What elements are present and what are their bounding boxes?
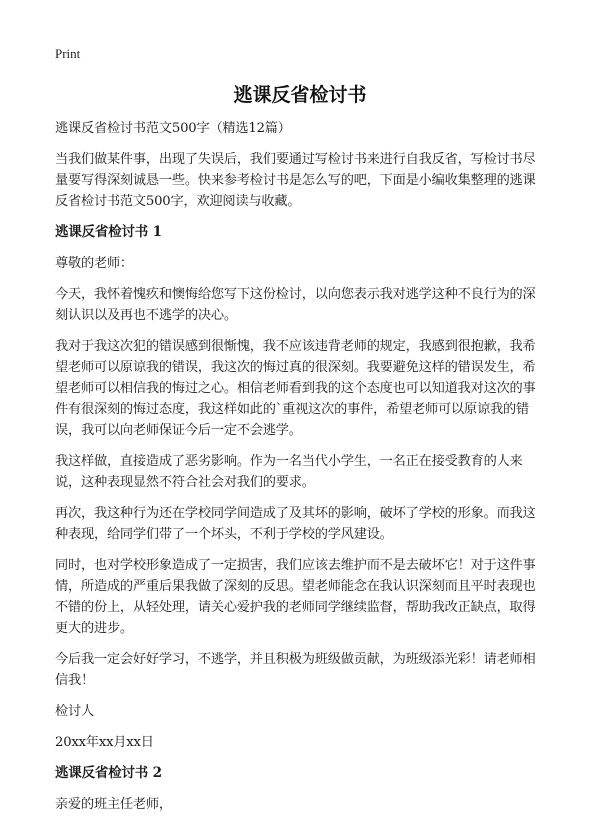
paragraph: 今后我一定会好好学习，不逃学，并且积极为班级做贡献，为班级添光彩！请老师相信我！ [55,652,536,688]
subtitle: 逃课反省检讨书范文500字（精选12篇） [55,121,291,136]
document-body [55,118,545,825]
paragraph: 今天，我怀着愧疚和懊悔给您写下这份检讨，以向您表示我对逃学这种不良行为的深刻认识以及再也不逃学的决心。 [55,287,536,323]
print-link[interactable]: Print [55,46,81,61]
paragraph: 再次，我这种行为还在学校同学间造成了及其坏的影响，破坏了学校的形象。而我这种表现，给同学们带了一个坏头，不利于学校的学风建设。 [55,506,536,542]
salutation-1: 尊敬的老师： [55,256,133,271]
paragraph: 我这样做，直接造成了恶劣影响。作为一名当代小学生，一名正在接受教育的人来说，这种表现显然不符合社会对我们的要求。 [55,454,523,490]
signer-label: 检讨人 [55,704,94,719]
section-heading-2: 逃课反省检讨书 2 [55,765,162,781]
salutation-2: 亲爱的班主任老师， [55,797,172,812]
signature-date: 20xx年xx月xx日 [55,735,154,750]
paragraph: 同时，也对学校形象造成了一定损害，我们应该去维护而不是去破坏它！对于这件事情，所造成的严重后果我做了深刻的反思。望老师能念在我认识深刻而且平时表现也不错的份上，从轻处理，请关心爱护我的老师同学继续监督，帮助我改正缺点，取得更大的进步。 [55,558,536,636]
section-heading-1: 逃课反省检讨书 1 [55,224,162,240]
paragraph: 我对于我这次犯的错误感到很惭愧，我不应该违背老师的规定，我感到很抱歉，我希望老师可以原谅我的错误，我这次的悔过真的很深刻。我要避免这样的错误发生，希望老师可以相信我的悔过之心。相信老师看到我的这个态度也可以知道我对这次的事件有很深刻的悔过态度，我这样如此的`重视这次的事件，希望老师可以原谅我的错误，我可以向老师保证今后一定不会逃学。 [55,339,536,438]
intro-paragraph: 当我们做某件事，出现了失误后，我们要通过写检讨书来进行自我反省，写检讨书尽量要写得深刻诚恳一些。快来参考检讨书是怎么写的吧，下面是小编收集整理的逃课反省检讨书范文500字，欢迎阅读与收藏。 [55,152,536,209]
document-title: 逃课反省检讨书 [233,84,367,106]
